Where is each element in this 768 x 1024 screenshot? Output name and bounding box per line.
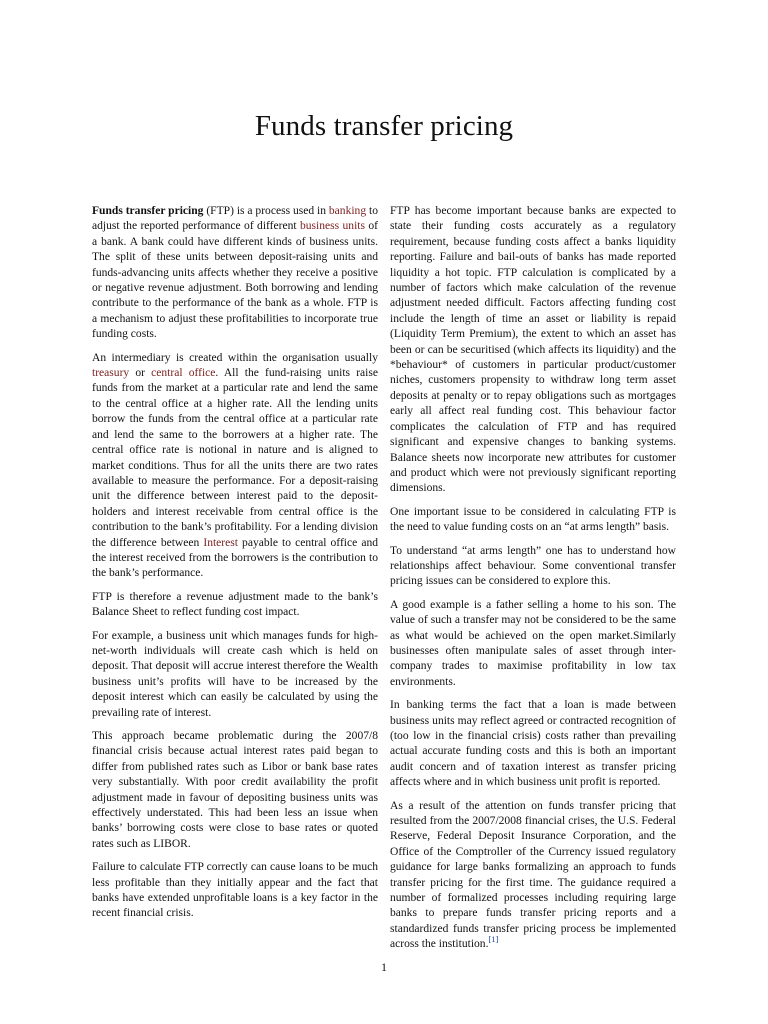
paragraph-intermediary: An intermediary is created within the organisation usually treasury or central office. All the fund-raising units raise funds from the market at a particular rate and lend the same to the central office at a higher rate. All the lending units borrow the funds from the central office at a particular rate and lend the same to the borrowers at a higher rate. The central office rate is notional in nature and is aligned to market conditions. Thus for all the units there are two rates available to measure the performance. For a deposit-raising unit the difference between interest paid to the deposit-holders and interest receivable from central office is the contribution to the bank’s profitability. For a lending division the difference between Interest payable to central office and the interest received from the borrowers is the contribution to the bank’s performance. bbox=[92, 351, 378, 580]
paragraph-example: For example, a business unit which manages funds for high-net-worth individuals will create cash which is held on deposit. That deposit will accrue interest therefore the Wealth business unit’s profits will have to be increased by the deposit interest which can easily be calculated by using the prevailing rate of interest. bbox=[92, 629, 378, 719]
paragraph-regulatory: As a result of the attention on funds transfer pricing that resulted from the 2007/2008 financial crises, the U.S. Federal Reserve, Federal Deposit Insurance Corporation, and the Office of the Comptroller of the Currency issued regulatory guidance for large banks formalizing an approach to funds transfer pricing for the first time. The guidance required a number of formalized processes including requiring large banks to prepare funds transfer pricing reports and a standardized funds transfer pricing process be implemented across the institution.[1] bbox=[390, 799, 676, 951]
paragraph-intro: Funds transfer pricing (FTP) is a process used in banking to adjust the reported performance of different business units of a bank. A bank could have different kinds of business units. The split of these units between deposit-raising units and funds-advancing units affects whether they receive a positive or negative revenue adjustment. Both borrowing and lending contribute to the performance of the bank as a whole. FTP is a mechanism to adjust these profitabilities to incorporate true funding costs. bbox=[92, 205, 378, 341]
paragraph-importance-continued: FTP has become important because banks are expected to state their funding costs accurately as a regulatory requirement, because funding costs affect a banks liquidity reporting. Failure and bail-outs of banks has made reported liquidity a hot topic. FTP calculation is complicated by a number of factors which make calculation of the revenue adjustment needed difficult. Factors affecting funding cost include the length of time an asset or liability is repaid (Liquidity Term Premium), the extent to which an asset has been or can be securitised (which affects its liquidity) and the *behaviour* of customers in particular product/customer niches, customers propensity to withdraw long term asset deposits at penalty or to repay obligations such as mortgages early all affect real funding cost. This behaviour factor complicates the calculation of FTP and has required significant and expensive changes to banking systems. Balance sheets now incorporate new attributes for customer and product which were not previously significant reporting dimensions. bbox=[390, 205, 676, 495]
link-treasury[interactable]: treasury bbox=[92, 367, 130, 380]
paragraph-revenue-adjustment: FTP is therefore a revenue adjustment made to the bank’s Balance Sheet to reflect funding cost impact. bbox=[92, 590, 378, 619]
paragraph-financial-crisis: This approach became problematic during the 2007/8 financial crisis because actual interest rates paid began to differ from published rates such as Libor or bank base rates very substantially. With poor credit availability the profit adjustment made in favour of depositing business units was effectively understated. This had been less an issue when banks’ borrowing costs were close to base rates or quoted rates such as LIBOR. bbox=[92, 730, 378, 850]
lead-term: Funds transfer pricing bbox=[92, 205, 204, 217]
link-business-units[interactable]: business units bbox=[300, 220, 365, 233]
right-column bbox=[390, 204, 676, 961]
page-number: 1 bbox=[381, 960, 387, 974]
link-interest[interactable]: Interest bbox=[203, 536, 238, 549]
paragraph-failure: Failure to calculate FTP correctly can cause loans to be much less profitable than they initially appear and the fact that banks have extended unprofitable loans is a key factor in the recent financial crisis. bbox=[92, 861, 378, 920]
paragraph-relationships: To understand “at arms length” one has to understand how relationships affect behaviour. Some conventional transfer pricing issues can be considered to explore this. bbox=[390, 544, 676, 588]
link-central-office[interactable]: central office bbox=[151, 367, 216, 380]
page-title: Funds transfer pricing bbox=[254, 110, 514, 142]
citation-link[interactable]: [1] bbox=[488, 934, 499, 945]
paragraph-arms-length: One important issue to be considered in calculating FTP is the need to value funding costs on an “at arms length” basis. bbox=[390, 505, 676, 534]
left-column bbox=[92, 204, 378, 930]
paragraph-banking-terms: In banking terms the fact that a loan is made between business units may reflect agreed or contracted recognition of (too low in the financial crisis) costs rather than prevailing actual accurate funding costs and this is both an important audit concern and of taxation interest as transfer pricing affects where and in which business unit profit is reported. bbox=[390, 699, 676, 789]
link-banking[interactable]: banking bbox=[328, 205, 367, 217]
paragraph-good-example: A good example is a father selling a home to his son. The value of such a transfer may not be considered to be the same as what would be achieved on the open market.Similarly businesses often manipulate sales of asset through inter-company trades to maximise profitability in low tax environments. bbox=[390, 598, 676, 688]
